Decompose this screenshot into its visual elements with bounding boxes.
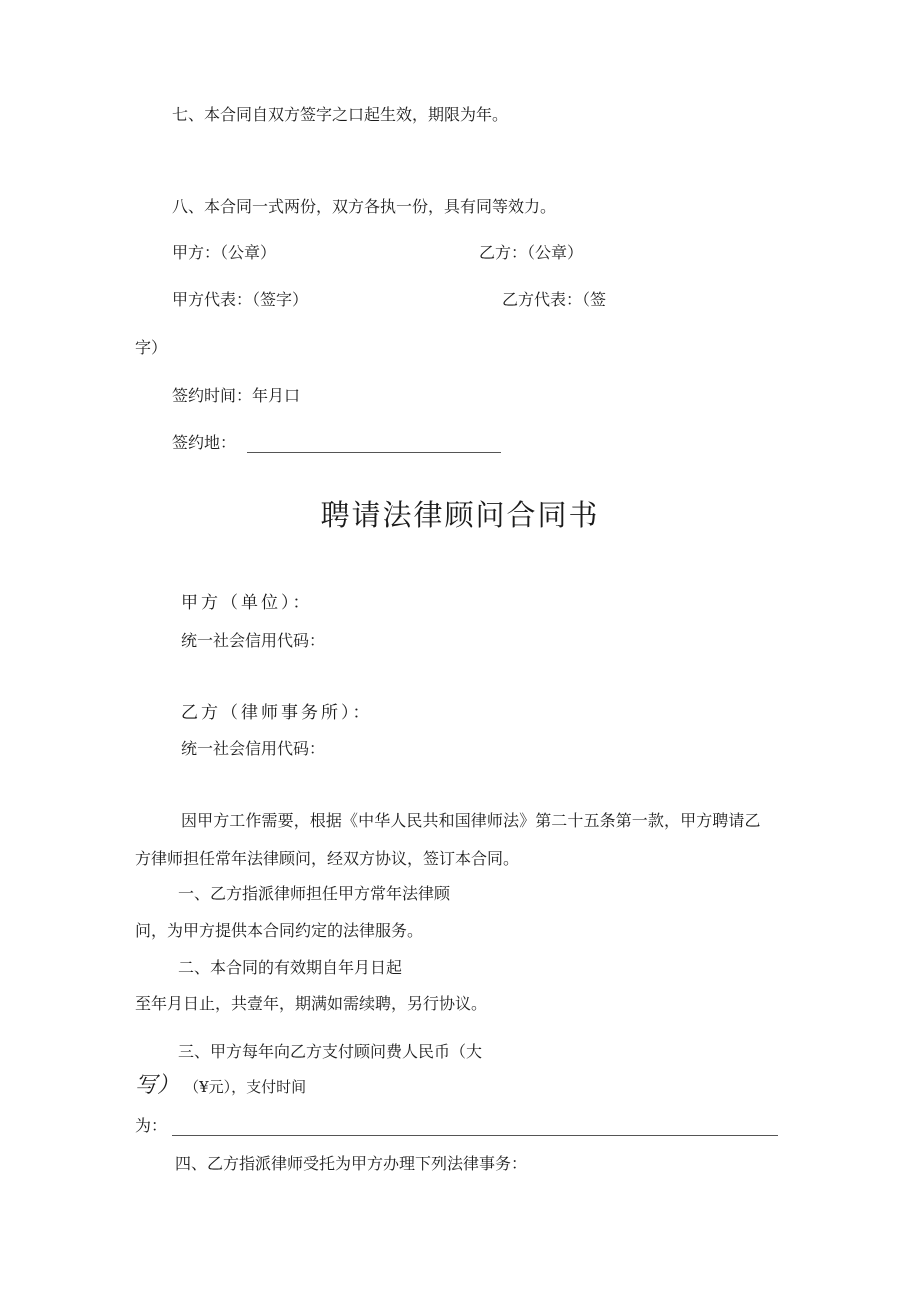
payment-time-blank	[172, 1117, 778, 1136]
signing-place-label: 签约地：	[172, 433, 237, 452]
signing-date: 签约时间：年月口	[172, 386, 301, 405]
clause-7: 七、本合同自双方签字之口起生效，期限为年。	[172, 105, 509, 124]
party-b-representative: 乙方代表：（签	[502, 290, 607, 309]
party-b-credit-code: 统一社会信用代码：	[181, 739, 326, 758]
clause-4-line-1: 四、乙方指派律师受托为甲方办理下列法律事务：	[175, 1154, 528, 1173]
signing-place-blank	[247, 434, 501, 453]
clause-3-line-3	[135, 1116, 778, 1136]
party-a-label: 甲方（单位）：	[181, 593, 313, 613]
signing-place	[172, 433, 501, 453]
contract-title: 聘请法律顾问合同书	[320, 498, 600, 532]
party-a-credit-code: 统一社会信用代码：	[181, 631, 326, 650]
clause-2-line-2: 至年月日止，共壹年，期满如需续聘，另行协议。	[135, 994, 488, 1013]
clause-2-line-1: 二、本合同的有效期自年月日起	[178, 958, 403, 977]
party-a-seal: 甲方：（公章）	[172, 243, 277, 262]
clause-8: 八、本合同一式两份，双方各执一份，具有同等效力。	[172, 197, 557, 216]
clause-3-amount: （¥元），支付时间	[184, 1078, 307, 1096]
intro-line-1: 因甲方工作需要，根据《中华人民共和国律师法》第二十五条第一款，甲方聘请乙	[181, 811, 761, 830]
clause-3-line-2	[135, 1073, 307, 1098]
clause-3-for-label: 为：	[135, 1116, 168, 1135]
clause-1-line-1: 一、乙方指派律师担任甲方常年法律顾	[178, 884, 451, 903]
clause-3-write: 写）	[135, 1073, 180, 1098]
party-a-representative: 甲方代表：（签字）	[172, 290, 309, 309]
clause-3-line-1: 三、甲方每年向乙方支付顾问费人民币（大	[178, 1042, 483, 1061]
intro-line-2: 方律师担任常年法律顾问，经双方协议，签订本合同。	[135, 849, 520, 868]
party-b-label: 乙方（律师事务所）：	[181, 703, 373, 723]
clause-1-line-2: 问，为甲方提供本合同约定的法律服务。	[135, 921, 424, 940]
party-b-representative-cont: 字）	[135, 338, 168, 357]
party-b-seal: 乙方：（公章）	[479, 243, 584, 262]
